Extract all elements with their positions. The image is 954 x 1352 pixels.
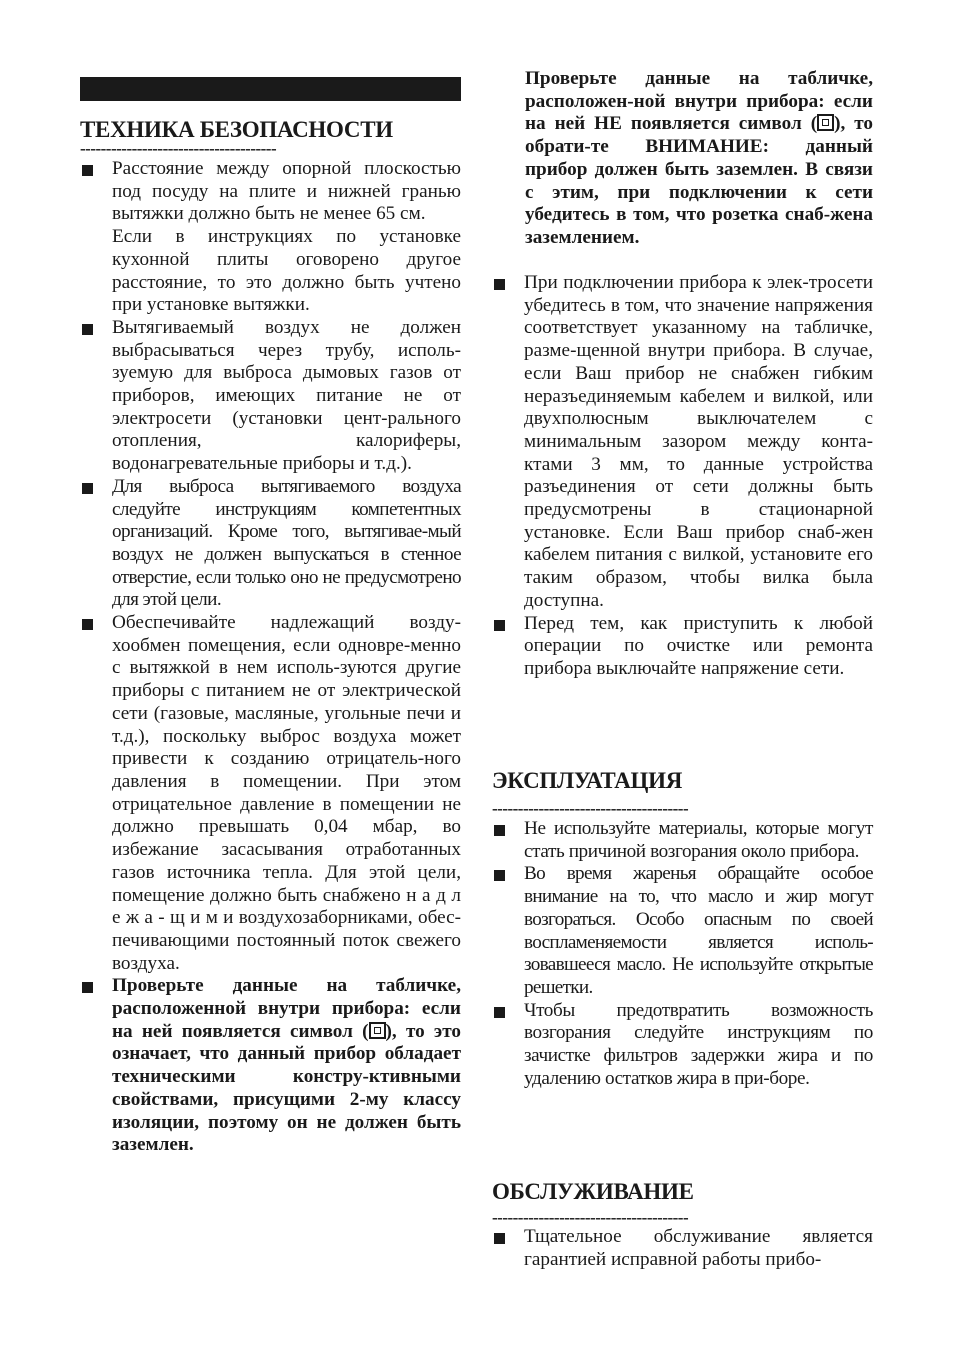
bullet-icon	[494, 279, 505, 290]
list-item	[80, 975, 461, 1157]
list-item-text: Вытягиваемый воздух не должен выбрасываться через трубу, исполь-зуемую для выброса дымовых газов от приборов, имеющих питание не от электросети (установки цент-рального отопления, калориферы, водонагревательные приборы и т.д.).	[112, 316, 461, 475]
list-item-text	[112, 975, 461, 1157]
header-bar	[80, 77, 461, 101]
double-insulation-icon	[817, 114, 834, 131]
section-heading-operation: ЭКСПЛУАТАЦИЯ	[492, 768, 683, 793]
list-item-text-part: Проверьте данные на табличке, расположенной внутри прибора: если на ней появляется символ (	[112, 975, 461, 1042]
double-insulation-icon	[369, 1022, 386, 1039]
list-item	[492, 1000, 873, 1091]
list-item-text: Обеспечивайте надлежащий возду-хообмен помещения, если одновре-менно с вытяжкой в нем исполь-зуются другие приборы с питанием не от электрической сети (газовые, масляные, угольные печи и т.д.), поскольку выброс воздуха может привести к созданию отрицатель-ного давления в помещении. При этом отрицательное давление в помещении не должно превышать 0,04 мбар, во избежание засасывания отработанных газов источника тепла. Для этой цели, помещение должно быть снабжено н а д л е ж а - щ и м и воздухозаборниками, обес-печивающими постоянный поток свежего воздуха.	[112, 612, 461, 974]
bullet-icon	[82, 483, 93, 494]
list-item-text: Расстояние между опорной плоскостью под посуду на плите и нижней гранью вытяжки должно быть не менее 65 см.	[112, 158, 461, 225]
list-item	[80, 476, 461, 612]
list-item-text: Не используйте материалы, которые могут стать причиной возгорания около прибора.	[524, 818, 873, 862]
list-item-text: Перед тем, как приступить к любой операции по очистке или ремонта прибора выключайте напряжение сети.	[524, 612, 873, 679]
list-item	[492, 613, 873, 681]
bullet-icon	[494, 825, 505, 836]
bullet-icon	[494, 1007, 505, 1018]
section-heading-safety: ТЕХНИКА БЕЗОПАСНОСТИ	[80, 117, 393, 142]
list-item-text: Во время жаренья обращайте особое внимание на то, что масло и жир могут возгораться. Особо опасным по своей воспламеняемости является исполь-зовавшееся масло. Не используйте открытые решетки.	[524, 863, 873, 998]
list-item	[492, 1226, 873, 1271]
list-item	[80, 612, 461, 975]
list-item-text-part: ), то это означает, что данный прибор обладает техническими констру-ктивными свойствами, присущими 2-му классу изоляции, поэтому он не должен быть заземлен.	[112, 1020, 461, 1156]
bullet-icon	[82, 165, 93, 176]
list-item	[492, 272, 873, 613]
section-heading-maintenance: ОБСЛУЖИВАНИЕ	[492, 1179, 694, 1204]
operation-list	[492, 818, 873, 1090]
list-item-text: Если в инструкциях по установке кухонной плиты оговорено другое расстояние, то это должно быть учтено при установке вытяжки.	[112, 226, 461, 316]
maintenance-list	[492, 1226, 873, 1271]
list-item-text: Тщательное обслуживание является гарантией исправной работы прибо-	[524, 1226, 873, 1270]
warning-text-part: Проверьте данные на табличке, расположен-ной внутри прибора: если на ней НЕ появляется символ (	[525, 68, 873, 135]
electrical-list	[492, 272, 873, 681]
list-item	[492, 818, 873, 863]
heading-underline: --------------------------------------	[492, 803, 689, 817]
list-item-text: При подключении прибора к элек-тросети убедитесь в том, что значение напряжения соответствует указанному на табличке, разме-щенной внутри прибора. В случае, если Ваш прибор не снабжен гибким неразъединяемым кабелем и вилкой, или двухполюсным выключателем с минимальным зазором между конта-ктами 3 мм, то данные устройства разъединения от сети должны быть предусмотрены в стационарной установке. Если Ваш прибор снаб-жен кабелем питания с вилкой, установите его таким образом, чтобы вилка была доступна.	[524, 272, 873, 611]
grounding-warning	[525, 68, 873, 250]
list-item-text: Чтобы предотвратить возможность возгорания следуйте инструкциям по зачистке фильтров задержки жира и по удалению остатков жира в при-боре.	[524, 999, 873, 1089]
heading-underline: --------------------------------------	[80, 143, 277, 157]
bullet-icon	[494, 620, 505, 631]
list-item	[80, 317, 461, 476]
bullet-icon	[82, 324, 93, 335]
list-item	[492, 863, 873, 999]
bullet-icon	[82, 982, 93, 993]
bullet-icon	[82, 619, 93, 630]
safety-list	[80, 158, 461, 1157]
list-item-text: Для выброса вытягиваемого воздуха следуйте инструкциям компетентных организаций. Кроме того, вытягивае-мый воздух не должен выпускаться в стенное отверстие, если только оно не предусмотрено для этой цели.	[112, 475, 461, 611]
bullet-icon	[494, 1233, 505, 1244]
bullet-icon	[494, 870, 505, 881]
heading-underline: --------------------------------------	[492, 1212, 689, 1226]
list-item	[80, 158, 461, 317]
warning-text-part: ), то обрати-те ВНИМАНИЕ: данный прибор должен быть заземлен. В связи с этим, при подключении к сети убедитесь в том, что розетка снаб-жена заземлением.	[525, 113, 874, 248]
